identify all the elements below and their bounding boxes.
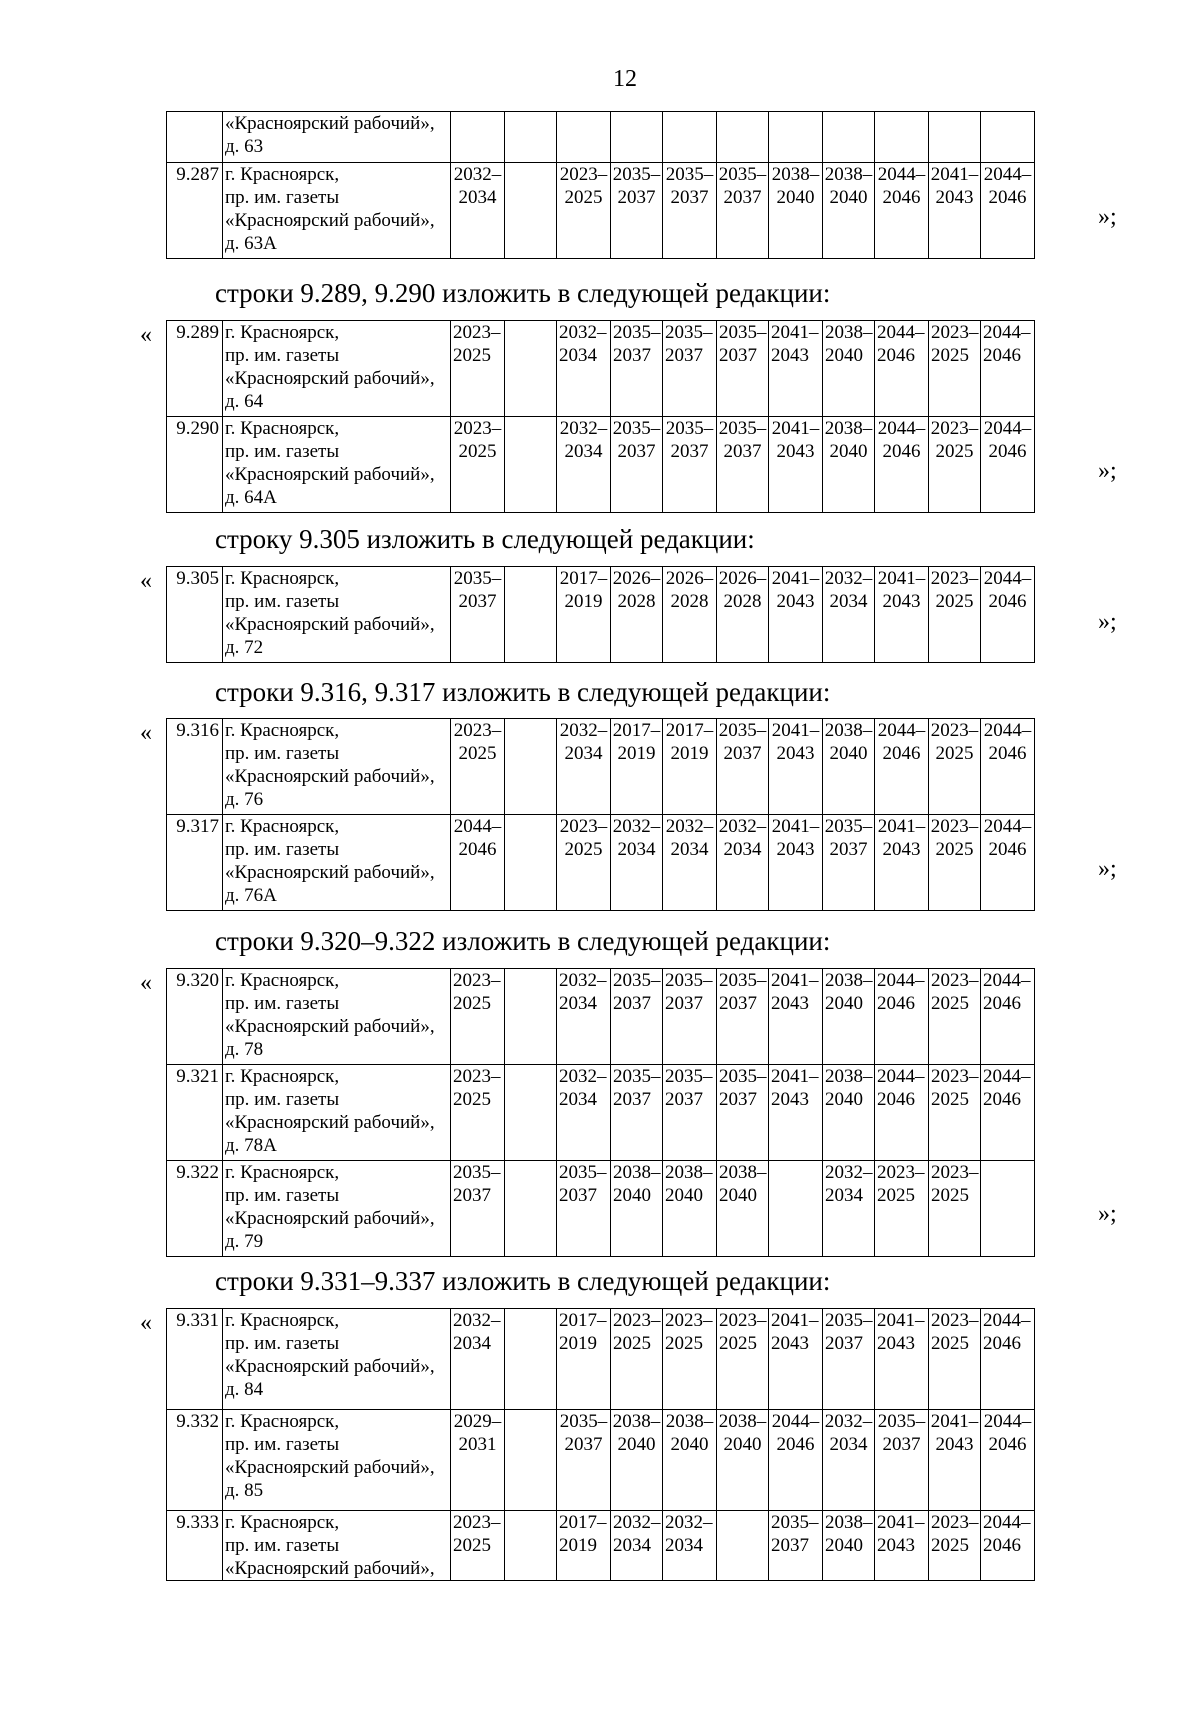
table-row [167,1161,1035,1257]
address-line: д. 79 [225,1231,264,1252]
year-range-cell: 2032– 2034 [451,163,505,259]
year-range-cell: 2041– 2043 [769,321,823,417]
year-range-cell: 2035– 2037 [769,1511,823,1581]
year-range-cell: 2023– 2025 [557,815,611,911]
row-number: 9.287 [167,163,223,259]
year-range-cell [875,112,929,163]
year-range-cell: 2041– 2043 [875,567,929,663]
year-range-cell: 2035– 2037 [663,417,717,513]
address-line: д. 76А [225,885,277,906]
address-line: пр. им. газеты [225,993,340,1014]
address-line: д. 78 [225,1039,264,1060]
year-range-cell: 2044– 2046 [981,815,1035,911]
year-range-cell: 2038– 2040 [823,1065,875,1161]
year-range-cell: 2032– 2034 [611,815,663,911]
address-line: г. Красноярск, [225,970,340,991]
address-line: д. 76 [225,789,264,810]
row-number: 9.320 [167,969,223,1065]
year-range-cell: 2035– 2037 [611,417,663,513]
year-range-cell: 2035– 2037 [823,815,875,911]
table-row [167,1410,1035,1511]
year-range-cell: 2038– 2040 [769,163,823,259]
address-line: пр. им. газеты [225,591,340,612]
year-range-cell: 2044– 2046 [981,1065,1035,1161]
year-range-cell: 2035– 2037 [611,321,663,417]
year-range-cell: 2035– 2037 [663,969,717,1065]
section-heading: строки 9.316, 9.317 изложить в следующей редакции: [215,677,831,707]
schedule-table [166,111,1035,259]
year-range-cell [717,1511,769,1581]
year-range-cell: 2041– 2043 [769,1309,823,1410]
address-line: пр. им. газеты [225,1089,340,1110]
address-line: «Красноярский рабочий», [225,113,435,134]
address-line: д. 64А [225,487,277,508]
address-cell [223,1410,451,1511]
year-range-cell: 2041– 2043 [875,1309,929,1410]
year-range-cell [505,163,557,259]
year-range-cell: 2035– 2037 [557,1410,611,1511]
address-line: г. Красноярск, [225,164,340,185]
year-range-cell: 2035– 2037 [875,1410,929,1511]
year-range-cell: 2023– 2025 [929,1161,981,1257]
open-quote: « [140,1310,152,1336]
address-line: «Красноярский рабочий», [225,1112,435,1133]
year-range-cell: 2038– 2040 [823,1511,875,1581]
year-range-cell: 2044– 2046 [875,417,929,513]
year-range-cell: 2035– 2037 [451,567,505,663]
year-range-cell: 2041– 2043 [769,1065,823,1161]
address-cell [223,1161,451,1257]
address-line: д. 85 [225,1480,264,1501]
year-range-cell: 2041– 2043 [929,163,981,259]
table-row [167,163,1035,259]
year-range-cell: 2023– 2025 [451,417,505,513]
address-line: «Красноярский рабочий», [225,1016,435,1037]
address-line: пр. им. газеты [225,743,340,764]
address-line: «Красноярский рабочий», [225,766,435,787]
table-row [167,112,1035,163]
close-quote: »; [1098,856,1117,882]
year-range-cell: 2017– 2019 [663,719,717,815]
year-range-cell: 2023– 2025 [929,1309,981,1410]
section-heading: строки 9.289, 9.290 изложить в следующей редакции: [215,278,831,308]
year-range-cell: 2026– 2028 [611,567,663,663]
address-line: «Красноярский рабочий», [225,1208,435,1229]
address-line: «Красноярский рабочий», [225,614,435,635]
close-quote: »; [1098,458,1117,484]
year-range-cell [981,112,1035,163]
address-line: «Красноярский рабочий», [225,1356,435,1377]
row-number: 9.289 [167,321,223,417]
year-range-cell: 2041– 2043 [875,815,929,911]
open-quote: « [140,720,152,746]
page-number: 12 [613,66,637,92]
year-range-cell: 2044– 2046 [981,567,1035,663]
year-range-cell: 2035– 2037 [717,163,769,259]
close-quote: »; [1098,204,1117,230]
year-range-cell: 2041– 2043 [769,567,823,663]
year-range-cell [505,417,557,513]
row-number: 9.317 [167,815,223,911]
address-line: «Красноярский рабочий», [225,464,435,485]
row-number [167,112,223,163]
address-line: г. Красноярск, [225,1411,340,1432]
year-range-cell [929,112,981,163]
address-cell [223,321,451,417]
year-range-cell: 2044– 2046 [875,719,929,815]
row-number: 9.331 [167,1309,223,1410]
year-range-cell: 2035– 2037 [717,1065,769,1161]
year-range-cell [557,112,611,163]
section-heading: строки 9.320–9.322 изложить в следующей редакции: [215,926,831,956]
year-range-cell: 2041– 2043 [769,719,823,815]
year-range-cell: 2038– 2040 [823,969,875,1065]
address-line: пр. им. газеты [225,187,340,208]
address-cell [223,1065,451,1161]
year-range-cell [663,112,717,163]
year-range-cell: 2032– 2034 [557,321,611,417]
table-row [167,815,1035,911]
table-row [167,1309,1035,1410]
year-range-cell: 2032– 2034 [557,1065,611,1161]
year-range-cell: 2023– 2025 [451,1065,505,1161]
address-line: д. 72 [225,637,264,658]
year-range-cell: 2023– 2025 [611,1309,663,1410]
year-range-cell: 2038– 2040 [823,417,875,513]
address-line: г. Красноярск, [225,1066,340,1087]
address-line: «Красноярский рабочий», [225,210,435,231]
year-range-cell: 2023– 2025 [929,567,981,663]
year-range-cell: 2023– 2025 [663,1309,717,1410]
table-row [167,417,1035,513]
year-range-cell: 2038– 2040 [823,321,875,417]
year-range-cell: 2044– 2046 [981,321,1035,417]
year-range-cell: 2038– 2040 [611,1410,663,1511]
address-line: д. 78А [225,1135,277,1156]
year-range-cell: 2032– 2034 [557,969,611,1065]
row-number: 9.333 [167,1511,223,1581]
year-range-cell [505,321,557,417]
address-line: «Красноярский рабочий», [225,862,435,883]
year-range-cell: 2044– 2046 [769,1410,823,1511]
year-range-cell: 2023– 2025 [451,969,505,1065]
row-number: 9.305 [167,567,223,663]
address-cell [223,1511,451,1581]
year-range-cell [505,1065,557,1161]
year-range-cell: 2041– 2043 [875,1511,929,1581]
year-range-cell: 2023– 2025 [451,321,505,417]
year-range-cell: 2023– 2025 [929,969,981,1065]
year-range-cell: 2026– 2028 [717,567,769,663]
year-range-cell: 2029– 2031 [451,1410,505,1511]
open-quote: « [140,322,152,348]
year-range-cell: 2044– 2046 [875,1065,929,1161]
year-range-cell: 2023– 2025 [875,1161,929,1257]
year-range-cell: 2035– 2037 [611,163,663,259]
schedule-table [166,718,1035,911]
year-range-cell: 2044– 2046 [981,1309,1035,1410]
table-row [167,719,1035,815]
year-range-cell: 2041– 2043 [769,969,823,1065]
row-number: 9.321 [167,1065,223,1161]
year-range-cell: 2023– 2025 [929,1065,981,1161]
year-range-cell: 2044– 2046 [981,719,1035,815]
schedule-table [166,320,1035,513]
address-line: д. 63 [225,136,264,157]
year-range-cell: 2041– 2043 [929,1410,981,1511]
schedule-table [166,968,1035,1257]
year-range-cell: 2044– 2046 [451,815,505,911]
year-range-cell: 2032– 2034 [823,1161,875,1257]
address-line: пр. им. газеты [225,839,340,860]
address-line: пр. им. газеты [225,1333,340,1354]
year-range-cell: 2035– 2037 [717,719,769,815]
year-range-cell [769,1161,823,1257]
year-range-cell [505,1410,557,1511]
address-cell [223,567,451,663]
year-range-cell: 2023– 2025 [717,1309,769,1410]
address-line: г. Красноярск, [225,1162,340,1183]
year-range-cell: 2017– 2019 [557,1309,611,1410]
address-cell [223,815,451,911]
year-range-cell: 2032– 2034 [717,815,769,911]
year-range-cell: 2041– 2043 [769,417,823,513]
address-line: д. 63А [225,233,277,254]
table-row [167,321,1035,417]
year-range-cell [505,1161,557,1257]
year-range-cell: 2023– 2025 [557,163,611,259]
year-range-cell: 2023– 2025 [929,719,981,815]
address-line: «Красноярский рабочий», [225,368,435,389]
year-range-cell: 2035– 2037 [717,969,769,1065]
year-range-cell: 2038– 2040 [663,1410,717,1511]
address-line: пр. им. газеты [225,1434,340,1455]
year-range-cell: 2044– 2046 [981,163,1035,259]
address-line: «Красноярский рабочий», [225,1457,435,1478]
schedule-table [166,566,1035,663]
year-range-cell: 2035– 2037 [663,1065,717,1161]
year-range-cell: 2032– 2034 [557,417,611,513]
year-range-cell: 2044– 2046 [981,1511,1035,1581]
section-heading: строку 9.305 изложить в следующей редакции: [215,524,755,554]
year-range-cell [505,1309,557,1410]
year-range-cell: 2038– 2040 [823,719,875,815]
year-range-cell: 2017– 2019 [557,567,611,663]
open-quote: « [140,568,152,594]
table-row [167,969,1035,1065]
year-range-cell: 2035– 2037 [611,1065,663,1161]
open-quote: « [140,970,152,996]
year-range-cell: 2023– 2025 [451,719,505,815]
year-range-cell: 2035– 2037 [717,321,769,417]
address-cell [223,112,451,163]
address-line: г. Красноярск, [225,1310,340,1331]
year-range-cell: 2035– 2037 [823,1309,875,1410]
year-range-cell [451,112,505,163]
year-range-cell [717,112,769,163]
year-range-cell: 2017– 2019 [611,719,663,815]
address-line: г. Красноярск, [225,322,340,343]
year-range-cell: 2035– 2037 [663,321,717,417]
year-range-cell: 2032– 2034 [557,719,611,815]
address-cell [223,719,451,815]
close-quote: »; [1098,1201,1117,1227]
year-range-cell: 2044– 2046 [981,969,1035,1065]
schedule-table [166,1308,1035,1581]
year-range-cell: 2038– 2040 [663,1161,717,1257]
year-range-cell: 2032– 2034 [823,1410,875,1511]
year-range-cell: 2032– 2034 [451,1309,505,1410]
row-number: 9.290 [167,417,223,513]
year-range-cell [505,567,557,663]
year-range-cell: 2032– 2034 [823,567,875,663]
year-range-cell: 2026– 2028 [663,567,717,663]
close-quote: »; [1098,609,1117,635]
year-range-cell [611,112,663,163]
address-line: д. 64 [225,391,264,412]
row-number: 9.332 [167,1410,223,1511]
row-number: 9.322 [167,1161,223,1257]
address-line: «Красноярский рабочий», [225,1558,435,1579]
year-range-cell: 2035– 2037 [611,969,663,1065]
year-range-cell: 2023– 2025 [929,1511,981,1581]
year-range-cell [505,815,557,911]
table-row [167,1065,1035,1161]
address-cell [223,1309,451,1410]
year-range-cell [823,112,875,163]
address-line: пр. им. газеты [225,1535,340,1556]
address-line: г. Красноярск, [225,1512,340,1533]
year-range-cell: 2032– 2034 [663,1511,717,1581]
year-range-cell [505,719,557,815]
year-range-cell [505,969,557,1065]
year-range-cell: 2044– 2046 [875,163,929,259]
year-range-cell: 2044– 2046 [875,321,929,417]
year-range-cell: 2038– 2040 [823,163,875,259]
address-line: г. Красноярск, [225,816,340,837]
year-range-cell [981,1161,1035,1257]
address-cell [223,417,451,513]
address-cell [223,163,451,259]
table-row [167,1511,1035,1581]
year-range-cell: 2044– 2046 [875,969,929,1065]
year-range-cell: 2035– 2037 [451,1161,505,1257]
year-range-cell: 2023– 2025 [451,1511,505,1581]
year-range-cell [505,1511,557,1581]
year-range-cell: 2023– 2025 [929,417,981,513]
year-range-cell: 2032– 2034 [611,1511,663,1581]
table-row [167,567,1035,663]
year-range-cell: 2023– 2025 [929,815,981,911]
year-range-cell: 2038– 2040 [717,1410,769,1511]
year-range-cell: 2044– 2046 [981,417,1035,513]
address-line: д. 84 [225,1379,264,1400]
year-range-cell: 2038– 2040 [611,1161,663,1257]
year-range-cell: 2032– 2034 [663,815,717,911]
address-line: пр. им. газеты [225,1185,340,1206]
year-range-cell: 2023– 2025 [929,321,981,417]
year-range-cell: 2035– 2037 [557,1161,611,1257]
year-range-cell: 2038– 2040 [717,1161,769,1257]
address-line: г. Красноярск, [225,418,340,439]
year-range-cell: 2044– 2046 [981,1410,1035,1511]
address-line: г. Красноярск, [225,720,340,741]
row-number: 9.316 [167,719,223,815]
section-heading: строки 9.331–9.337 изложить в следующей редакции: [215,1266,831,1296]
year-range-cell: 2035– 2037 [717,417,769,513]
year-range-cell: 2035– 2037 [663,163,717,259]
address-line: пр. им. газеты [225,441,340,462]
year-range-cell: 2041– 2043 [769,815,823,911]
year-range-cell: 2017– 2019 [557,1511,611,1581]
address-line: пр. им. газеты [225,345,340,366]
address-line: г. Красноярск, [225,568,340,589]
address-cell [223,969,451,1065]
year-range-cell [769,112,823,163]
year-range-cell [505,112,557,163]
